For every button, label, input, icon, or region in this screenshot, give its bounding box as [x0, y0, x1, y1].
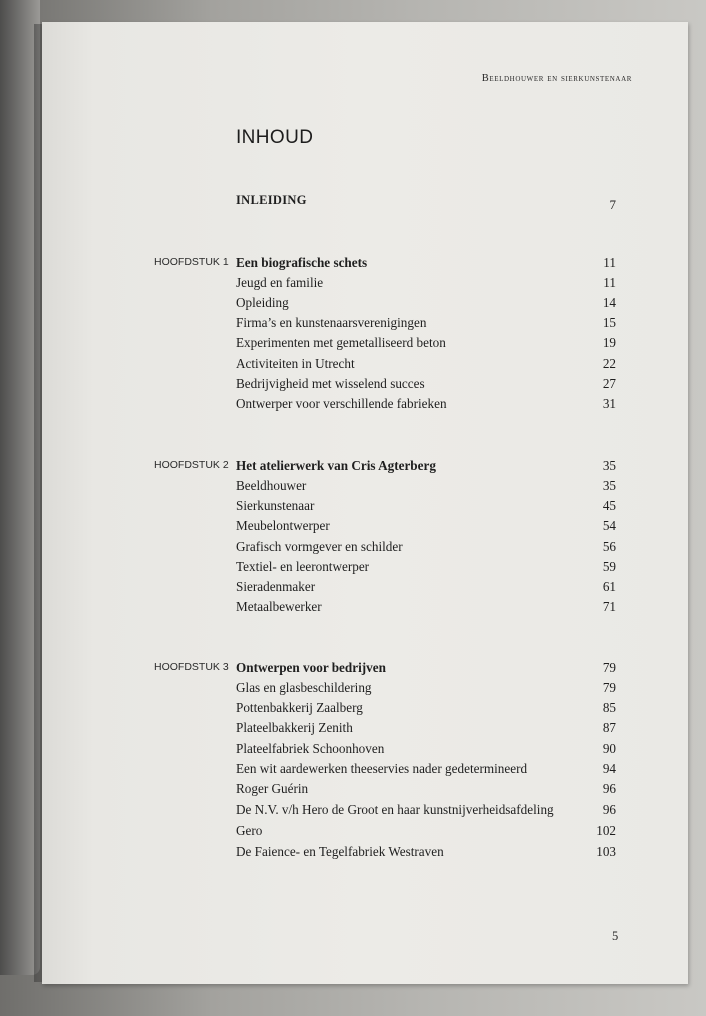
- running-head: Beeldhouwer en sierkunstenaar: [481, 73, 632, 84]
- entry-title: Textiel- en leerontwerper: [236, 559, 370, 574]
- entry-title: Plateelfabriek Schoonhoven: [236, 741, 385, 756]
- entry-title: Sierkunstenaar: [236, 498, 315, 513]
- entry-title: Grafisch vormgever en schilder: [236, 539, 403, 554]
- entry-page: 79: [602, 680, 616, 695]
- entry-title: Sieradenmaker: [236, 579, 316, 594]
- toc-title: INHOUD: [236, 127, 314, 148]
- entry-page: 31: [602, 396, 616, 411]
- entry-page: 56: [602, 539, 616, 554]
- entry-page: 59: [602, 559, 616, 574]
- entry-title: Experimenten met gemetalliseerd beton: [236, 335, 446, 350]
- entry-title: Firma’s en kunstenaarsverenigingen: [236, 315, 427, 330]
- entry-title: Plateelbakkerij Zenith: [236, 720, 353, 735]
- entry-title: De N.V. v/h Hero de Groot en haar kunstnijverheidsafdeling: [236, 802, 554, 817]
- entry-page: 45: [602, 498, 616, 513]
- entry-page: 94: [602, 761, 616, 776]
- entry-page: 14: [602, 295, 616, 310]
- entry-page: 15: [602, 315, 616, 330]
- entry-title: Jeugd en familie: [236, 275, 324, 290]
- chapter-page: 35: [602, 458, 616, 473]
- entry-page: 61: [602, 579, 616, 594]
- entry-page: 85: [602, 700, 616, 715]
- entry-title: Bedrijvigheid met wisselend succes: [236, 376, 425, 391]
- entry-title: Opleiding: [236, 295, 289, 310]
- entry-page: 22: [602, 356, 616, 371]
- chapter-page: 79: [602, 660, 616, 675]
- chapter-title: Een biografische schets: [236, 255, 368, 270]
- entry-title: De Faience- en Tegelfabriek Westraven: [236, 844, 444, 859]
- entry-title: Pottenbakkerij Zaalberg: [236, 700, 363, 715]
- entry-page: 54: [602, 518, 616, 533]
- entry-page: 19: [602, 335, 616, 350]
- entry-page: 103: [596, 844, 616, 859]
- chapter-title: Ontwerpen voor bedrijven: [236, 660, 386, 675]
- entry-title: Beeldhouwer: [236, 478, 307, 493]
- entry-page: 35: [602, 478, 616, 493]
- entry-title: Roger Guérin: [236, 781, 309, 796]
- chapter-label-1: HOOFDSTUK 1: [154, 256, 229, 268]
- page-number: 5: [612, 929, 619, 943]
- chapter-label-3: HOOFDSTUK 3: [154, 661, 229, 673]
- entry-title: Metaalbewerker: [236, 599, 322, 614]
- entry-page: 27: [602, 376, 616, 391]
- chapter-title: Het atelierwerk van Cris Agterberg: [236, 458, 436, 473]
- entry-page: 96: [602, 781, 616, 796]
- entry-title: Ontwerper voor verschillende fabrieken: [236, 396, 447, 411]
- entry-title: Gero: [236, 823, 263, 838]
- intro-label: INLEIDING: [236, 193, 307, 207]
- chapter-label-2: HOOFDSTUK 2: [154, 459, 229, 471]
- entry-page: 71: [602, 599, 616, 614]
- entry-page: 87: [602, 720, 616, 735]
- chapter-page: 11: [603, 255, 616, 270]
- entry-title: Een wit aardewerken theeservies nader gedetermineerd: [236, 761, 528, 776]
- entry-page: 96: [602, 802, 616, 817]
- entry-title: Meubelontwerper: [236, 518, 330, 533]
- entry-page: 102: [596, 823, 616, 838]
- entry-page: 11: [603, 275, 616, 290]
- entry-title: Glas en glasbeschildering: [236, 680, 372, 695]
- entry-page: 90: [602, 741, 616, 756]
- intro-page: 7: [609, 197, 616, 212]
- entry-title: Activiteiten in Utrecht: [236, 356, 355, 371]
- book-page: [42, 22, 688, 984]
